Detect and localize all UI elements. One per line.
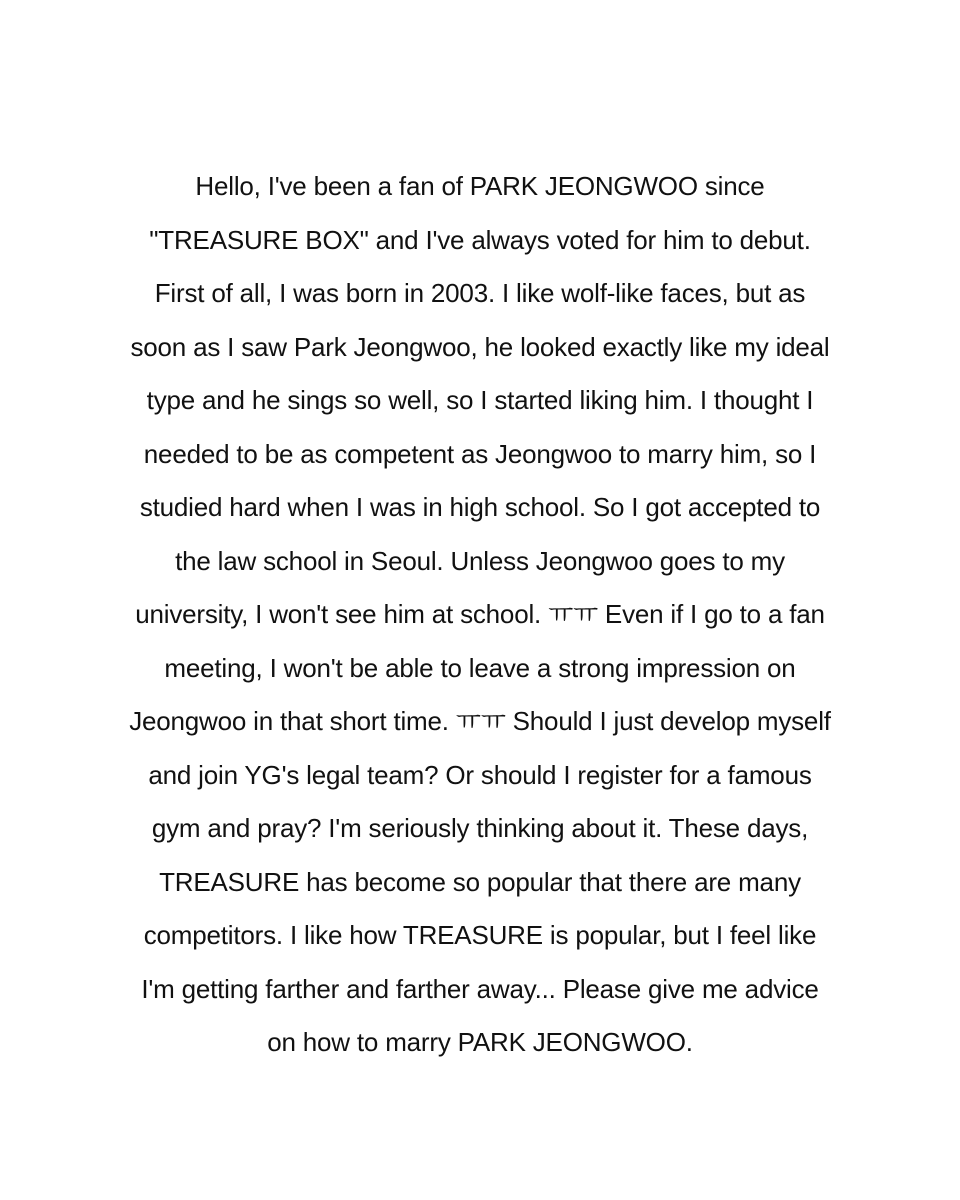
post-text	[0, 160, 960, 1070]
text-line: gym and pray? I'm seriously thinking about it. These days,	[151, 813, 809, 843]
text-line: "TREASURE BOX" and I've always voted for him to debut.	[149, 224, 811, 255]
text-line: soon as I saw Park Jeongwoo, he looked exactly like my ideal	[130, 331, 830, 362]
text-line: I'm getting farther and farther away... Please give me advice	[141, 973, 819, 1004]
text-line: type and he sings so well, so I started liking him. I thought I	[146, 385, 814, 415]
text-line: the law school in Seoul. Unless Jeongwoo goes to my	[175, 545, 785, 576]
text-line: and join YG's legal team? Or should I register for a famous	[148, 759, 812, 790]
text-line: needed to be as competent as Jeongwoo to marry him, so I	[143, 438, 817, 469]
text-line: Hello, I've been a fan of PARK JEONGWOO since	[195, 171, 765, 201]
text-line: on how to marry PARK JEONGWOO.	[267, 1027, 693, 1057]
text-line: First of all, I was born in 2003. I like wolf-like faces, but as	[154, 278, 806, 308]
text-line: TREASURE has become so popular that there are many	[159, 866, 801, 897]
text-line: competitors. I like how TREASURE is popular, but I feel like	[143, 920, 817, 950]
text-line: Jeongwoo in that short time. ㅠㅠ Should I just develop myself	[129, 706, 831, 736]
text-line: meeting, I won't be able to leave a strong impression on	[164, 652, 796, 683]
text-line: university, I won't see him at school. ㅠㅠ Even if I go to a fan	[135, 599, 825, 629]
text-line: studied hard when I was in high school. So I got accepted to	[139, 492, 821, 522]
